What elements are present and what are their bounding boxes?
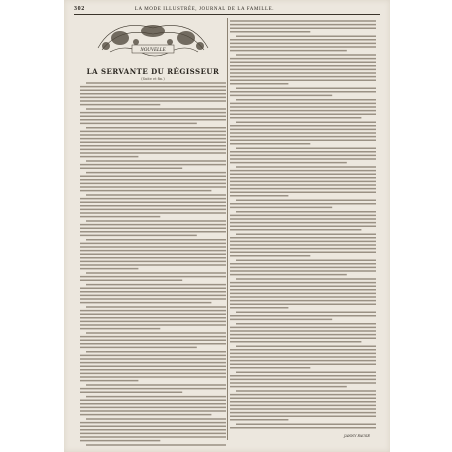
- running-head: [64, 6, 390, 12]
- title-vignette: [80, 18, 226, 64]
- journal-title: LA MODE ILLUSTRÉE, JOURNAL DE LA FAMILLE.: [134, 7, 275, 12]
- ornament-label: NOUVELLE: [140, 48, 166, 53]
- author-signature: JANNY PAUSE: [344, 434, 370, 438]
- header-rule: [74, 14, 380, 15]
- magazine-page: [64, 0, 390, 452]
- story-title: LA SERVANTE DU RÉGISSEUR: [86, 67, 220, 76]
- left-column: [80, 18, 226, 442]
- right-column-text: [230, 18, 376, 442]
- text-lines: [80, 80, 226, 450]
- story-byline: (Suite et fin.): [141, 77, 165, 81]
- right-column: [230, 18, 376, 442]
- column-divider: [227, 18, 228, 440]
- page-number: 302: [74, 6, 85, 12]
- ornamental-vignette-icon: [80, 18, 226, 64]
- left-column-text: [80, 80, 226, 450]
- text-lines: [230, 18, 376, 442]
